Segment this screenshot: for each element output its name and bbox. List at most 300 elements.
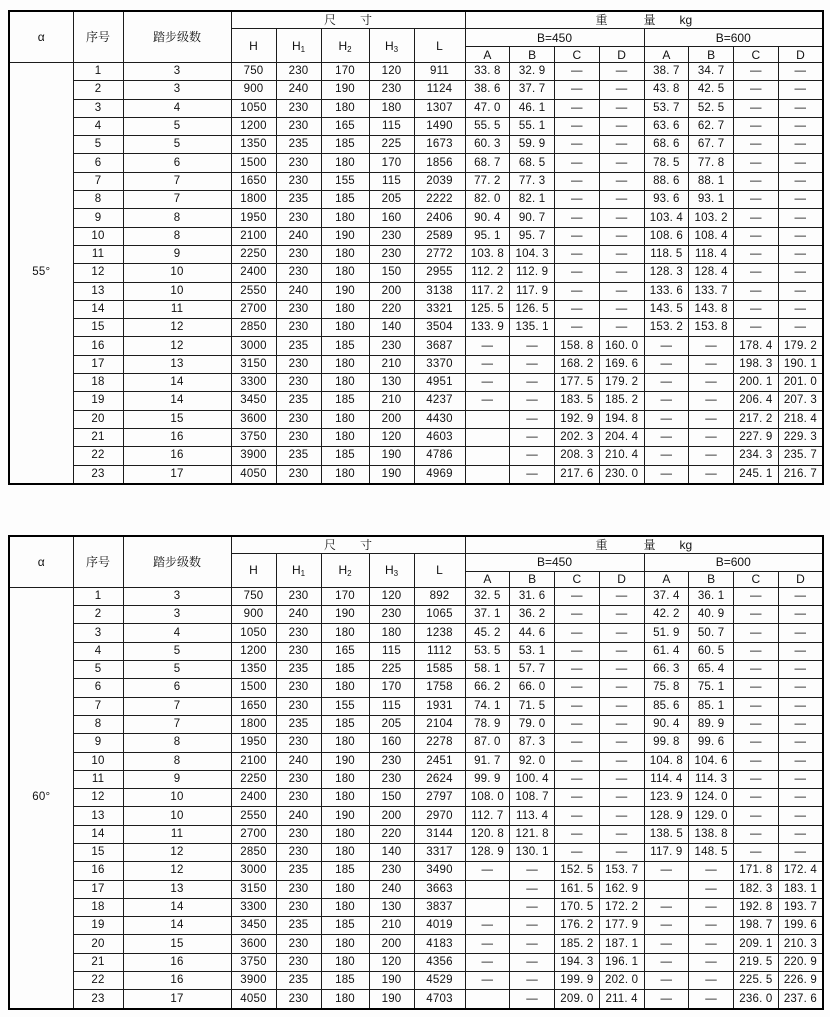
cell: 185 — [321, 447, 369, 465]
cell: — — [555, 587, 600, 605]
cell: 1673 — [414, 136, 465, 154]
cell: 150 — [369, 789, 414, 807]
cell: 200. 1 — [734, 374, 779, 392]
cell: 12 — [123, 843, 231, 861]
cell: 71. 5 — [510, 697, 555, 715]
cell: 12 — [123, 319, 231, 337]
cell: 219. 5 — [734, 953, 779, 971]
cell: 93. 1 — [689, 191, 734, 209]
cell: — — [734, 209, 779, 227]
cell: 88. 6 — [644, 172, 689, 190]
cell: 900 — [231, 606, 276, 624]
cell: 3450 — [231, 392, 276, 410]
cell: — — [689, 428, 734, 446]
cell: 206. 4 — [734, 392, 779, 410]
col-header-dimensions: 尺 寸 — [231, 11, 465, 29]
cell: 2970 — [414, 807, 465, 825]
table-row — [9, 862, 823, 880]
cell: 169. 6 — [599, 355, 644, 373]
cell: 226. 9 — [778, 972, 823, 990]
cell: 245. 1 — [734, 465, 779, 484]
col-header-b450: B=450 — [465, 553, 644, 571]
cell: — — [599, 300, 644, 318]
cell: 55. 1 — [510, 117, 555, 135]
cell: — — [555, 843, 600, 861]
cell: 10 — [73, 227, 123, 245]
cell: — — [734, 99, 779, 117]
cell: 50. 7 — [689, 624, 734, 642]
col-header-L: L — [414, 553, 465, 587]
cell: 14 — [73, 300, 123, 318]
cell: 3 — [123, 63, 231, 81]
cell: 235 — [276, 715, 321, 733]
col-header-H3: $H_3$ — [369, 29, 414, 63]
cell: — — [599, 209, 644, 227]
cell: 53. 1 — [510, 642, 555, 660]
cell: 230 — [276, 990, 321, 1009]
col-header-alpha: α — [9, 536, 73, 588]
cell: 95. 7 — [510, 227, 555, 245]
cell: 185. 2 — [599, 392, 644, 410]
cell: 237. 6 — [778, 990, 823, 1009]
cell: 14 — [123, 374, 231, 392]
cell: 1 — [73, 587, 123, 605]
cell: 240 — [276, 227, 321, 245]
cell: 12 — [123, 862, 231, 880]
table-row — [9, 843, 823, 861]
cell: 6 — [123, 679, 231, 697]
cell: 900 — [231, 81, 276, 99]
cell: 1050 — [231, 624, 276, 642]
cell: 911 — [414, 63, 465, 81]
cell: 230 — [276, 624, 321, 642]
cell: — — [644, 374, 689, 392]
table-row — [9, 209, 823, 227]
cell: 230 — [276, 697, 321, 715]
cell: 4050 — [231, 990, 276, 1009]
cell: — — [555, 752, 600, 770]
cell: — — [734, 191, 779, 209]
cell: — — [778, 752, 823, 770]
table-row — [9, 191, 823, 209]
cell: 235 — [276, 337, 321, 355]
cell: 190 — [321, 606, 369, 624]
cell: 2400 — [231, 264, 276, 282]
cell: 207. 3 — [778, 392, 823, 410]
cell: 1650 — [231, 172, 276, 190]
cell: 200 — [369, 935, 414, 953]
cell: — — [778, 825, 823, 843]
cell: — — [778, 715, 823, 733]
col-header-b450-C: C — [555, 571, 600, 587]
cell: — — [644, 410, 689, 428]
cell: 179. 2 — [599, 374, 644, 392]
spec-table-55 — [8, 10, 824, 485]
table-row — [9, 227, 823, 245]
cell: 4237 — [414, 392, 465, 410]
cell: 220. 9 — [778, 953, 823, 971]
cell: 3321 — [414, 300, 465, 318]
cell: 40. 9 — [689, 606, 734, 624]
cell: — — [734, 172, 779, 190]
cell: 63. 6 — [644, 117, 689, 135]
cell: 1950 — [231, 734, 276, 752]
cell: — — [778, 136, 823, 154]
cell: 211. 4 — [599, 990, 644, 1009]
cell: 125. 5 — [465, 300, 510, 318]
col-header-H1: $H_1$ — [276, 29, 321, 63]
col-header-b450-C: C — [555, 47, 600, 63]
cell: — — [599, 319, 644, 337]
cell: 185 — [321, 715, 369, 733]
col-header-b450-B: B — [510, 571, 555, 587]
cell: 53. 7 — [644, 99, 689, 117]
cell: 115 — [369, 172, 414, 190]
cell: — — [644, 917, 689, 935]
cell: 182. 3 — [734, 880, 779, 898]
cell: — — [734, 300, 779, 318]
cell: 3000 — [231, 862, 276, 880]
cell: 240 — [276, 807, 321, 825]
table-row — [9, 807, 823, 825]
cell: 230 — [276, 264, 321, 282]
cell: 3663 — [414, 880, 465, 898]
cell: 180 — [321, 264, 369, 282]
cell: 130 — [369, 374, 414, 392]
cell: 3 — [123, 81, 231, 99]
cell: 17 — [123, 990, 231, 1009]
cell: 190 — [321, 81, 369, 99]
cell: — — [734, 282, 779, 300]
cell: 7 — [73, 697, 123, 715]
cell: — — [510, 990, 555, 1009]
table-row — [9, 264, 823, 282]
col-header-b600: B=600 — [644, 29, 823, 47]
cell: 180 — [321, 624, 369, 642]
col-header-b450-D: D — [599, 47, 644, 63]
cell: — — [510, 917, 555, 935]
cell: 5 — [73, 661, 123, 679]
cell: — — [734, 136, 779, 154]
cell: 143. 5 — [644, 300, 689, 318]
col-header-steps: 踏步级数 — [123, 536, 231, 588]
cell: 138. 8 — [689, 825, 734, 843]
cell: — — [734, 245, 779, 263]
cell: 230 — [276, 355, 321, 373]
cell: 180 — [321, 99, 369, 117]
cell: — — [599, 282, 644, 300]
cell: 208. 3 — [555, 447, 600, 465]
cell: 180 — [321, 465, 369, 484]
cell: 95. 1 — [465, 227, 510, 245]
cell: 153. 8 — [689, 319, 734, 337]
cell: 118. 4 — [689, 245, 734, 263]
cell: 161. 5 — [555, 880, 600, 898]
cell: — — [734, 63, 779, 81]
cell: — — [555, 697, 600, 715]
cell: 230 — [276, 825, 321, 843]
cell: — — [555, 789, 600, 807]
table-row — [9, 300, 823, 318]
cell: — — [778, 209, 823, 227]
cell: 218. 4 — [778, 410, 823, 428]
cell: — — [599, 191, 644, 209]
cell: — — [689, 990, 734, 1009]
cell: — — [555, 136, 600, 154]
cell: 230 — [369, 606, 414, 624]
cell: 180 — [321, 953, 369, 971]
cell: 158. 8 — [555, 337, 600, 355]
cell: — — [555, 227, 600, 245]
cell: 16 — [123, 953, 231, 971]
cell: — — [689, 917, 734, 935]
cell: 230 — [276, 770, 321, 788]
cell: — — [734, 81, 779, 99]
cell: 6 — [73, 154, 123, 172]
cell: 230 — [276, 209, 321, 227]
cell: 75. 8 — [644, 679, 689, 697]
cell: 185 — [321, 191, 369, 209]
cell: 3600 — [231, 410, 276, 428]
cell: 170 — [321, 587, 369, 605]
cell: 104. 8 — [644, 752, 689, 770]
cell: 1307 — [414, 99, 465, 117]
cell — [465, 898, 510, 916]
table-row — [9, 697, 823, 715]
cell: 1500 — [231, 154, 276, 172]
cell: 1500 — [231, 679, 276, 697]
cell: 32. 5 — [465, 587, 510, 605]
cell: 230 — [276, 843, 321, 861]
cell: 121. 8 — [510, 825, 555, 843]
cell: — — [689, 972, 734, 990]
cell: 126. 5 — [510, 300, 555, 318]
cell: 5 — [123, 117, 231, 135]
cell: — — [510, 447, 555, 465]
cell: 180 — [321, 209, 369, 227]
cell: 4183 — [414, 935, 465, 953]
col-header-serial: 序号 — [73, 536, 123, 588]
cell: 2550 — [231, 807, 276, 825]
cell: 91. 7 — [465, 752, 510, 770]
cell: 196. 1 — [599, 953, 644, 971]
cell: 185 — [321, 136, 369, 154]
cell: — — [734, 715, 779, 733]
cell: 172. 4 — [778, 862, 823, 880]
cell: 53. 5 — [465, 642, 510, 660]
cell: 103. 2 — [689, 209, 734, 227]
cell: 194. 8 — [599, 410, 644, 428]
col-header-H3: $H_3$ — [369, 553, 414, 587]
cell: 1200 — [231, 642, 276, 660]
cell: 210 — [369, 392, 414, 410]
cell: 210. 3 — [778, 935, 823, 953]
cell: 143. 8 — [689, 300, 734, 318]
cell: — — [778, 191, 823, 209]
cell: — — [778, 117, 823, 135]
cell: 180 — [321, 355, 369, 373]
cell: 19 — [73, 392, 123, 410]
table-row — [9, 63, 823, 81]
cell: 180 — [369, 99, 414, 117]
table-row — [9, 935, 823, 953]
cell: 8 — [73, 715, 123, 733]
cell: — — [778, 734, 823, 752]
cell: 750 — [231, 587, 276, 605]
cell: — — [689, 935, 734, 953]
cell: 10 — [123, 789, 231, 807]
cell: 4969 — [414, 465, 465, 484]
cell: 230 — [369, 227, 414, 245]
cell: 7 — [123, 697, 231, 715]
cell: 234. 3 — [734, 447, 779, 465]
cell: 15 — [123, 935, 231, 953]
table-row — [9, 715, 823, 733]
cell: 4603 — [414, 428, 465, 446]
cell: 45. 2 — [465, 624, 510, 642]
table-row — [9, 374, 823, 392]
cell: 3150 — [231, 355, 276, 373]
cell: 60. 5 — [689, 642, 734, 660]
cell: 170. 5 — [555, 898, 600, 916]
cell: 2104 — [414, 715, 465, 733]
cell: — — [599, 264, 644, 282]
table-row — [9, 282, 823, 300]
cell: 104. 6 — [689, 752, 734, 770]
col-header-H2: $H_2$ — [321, 29, 369, 63]
cell: — — [510, 355, 555, 373]
table-row — [9, 953, 823, 971]
cell: — — [644, 465, 689, 484]
cell: 68. 5 — [510, 154, 555, 172]
cell: 209. 0 — [555, 990, 600, 1009]
cell: 2850 — [231, 319, 276, 337]
cell: 180 — [321, 898, 369, 916]
cell: 190 — [369, 990, 414, 1009]
cell: 230 — [276, 410, 321, 428]
col-header-b450-B: B — [510, 47, 555, 63]
cell: 170 — [369, 154, 414, 172]
cell: 180 — [321, 300, 369, 318]
cell: 23 — [73, 465, 123, 484]
cell: 210 — [369, 917, 414, 935]
cell: 120 — [369, 63, 414, 81]
cell: 37. 4 — [644, 587, 689, 605]
table-row — [9, 789, 823, 807]
cell: 185 — [321, 917, 369, 935]
col-header-b600-A: A — [644, 571, 689, 587]
cell: — — [599, 245, 644, 263]
cell: — — [734, 825, 779, 843]
cell: 112. 7 — [465, 807, 510, 825]
cell: 17 — [73, 355, 123, 373]
cell: 220 — [369, 300, 414, 318]
cell: — — [778, 679, 823, 697]
col-header-b600-C: C — [734, 47, 779, 63]
cell: 10 — [123, 282, 231, 300]
cell: 190 — [321, 807, 369, 825]
cell: 4 — [123, 99, 231, 117]
cell: 133. 6 — [644, 282, 689, 300]
cell: 192. 8 — [734, 898, 779, 916]
cell: 180 — [321, 935, 369, 953]
cell: 220 — [369, 825, 414, 843]
cell: 9 — [123, 770, 231, 788]
cell: 160. 0 — [599, 337, 644, 355]
cell: 18 — [73, 898, 123, 916]
table-row — [9, 661, 823, 679]
cell: 9 — [73, 209, 123, 227]
cell: — — [778, 264, 823, 282]
cell: — — [689, 880, 734, 898]
cell: — — [734, 661, 779, 679]
cell: — — [510, 337, 555, 355]
cell: — — [465, 953, 510, 971]
cell: 235 — [276, 136, 321, 154]
cell: 77. 8 — [689, 154, 734, 172]
cell — [465, 428, 510, 446]
cell: — — [644, 972, 689, 990]
cell: 16 — [73, 337, 123, 355]
col-header-b600-A: A — [644, 47, 689, 63]
cell: 120 — [369, 587, 414, 605]
cell: — — [734, 734, 779, 752]
cell: 185. 2 — [555, 935, 600, 953]
col-header-serial: 序号 — [73, 11, 123, 63]
cell: 12 — [73, 264, 123, 282]
cell: 85. 1 — [689, 697, 734, 715]
cell: — — [599, 734, 644, 752]
cell: — — [734, 624, 779, 642]
cell: 227. 9 — [734, 428, 779, 446]
cell: — — [689, 953, 734, 971]
cell: 160 — [369, 209, 414, 227]
cell: — — [778, 99, 823, 117]
cell: 22 — [73, 447, 123, 465]
cell: 3 — [73, 99, 123, 117]
cell: 17 — [73, 880, 123, 898]
col-header-b600-B: B — [689, 571, 734, 587]
col-header-b600-D: D — [778, 47, 823, 63]
cell: 99. 9 — [465, 770, 510, 788]
cell: 3300 — [231, 374, 276, 392]
col-header-weight: 重 量 kg — [465, 11, 823, 29]
col-header-L: L — [414, 29, 465, 63]
cell: 230 — [276, 789, 321, 807]
cell: 210 — [369, 355, 414, 373]
cell: — — [778, 624, 823, 642]
table-row — [9, 154, 823, 172]
col-header-steps: 踏步级数 — [123, 11, 231, 63]
cell: — — [555, 209, 600, 227]
table-body — [9, 63, 823, 484]
cell: — — [510, 953, 555, 971]
cell: 185 — [321, 392, 369, 410]
cell: 10 — [73, 752, 123, 770]
cell: — — [778, 227, 823, 245]
cell: 230 — [276, 245, 321, 263]
table-row — [9, 587, 823, 605]
cell: 4 — [73, 642, 123, 660]
cell: 190 — [369, 447, 414, 465]
cell: 43. 8 — [644, 81, 689, 99]
cell: 15 — [73, 843, 123, 861]
cell: 46. 1 — [510, 99, 555, 117]
cell: 240 — [276, 752, 321, 770]
table-row — [9, 319, 823, 337]
cell: 114. 4 — [644, 770, 689, 788]
cell: 230 — [276, 99, 321, 117]
